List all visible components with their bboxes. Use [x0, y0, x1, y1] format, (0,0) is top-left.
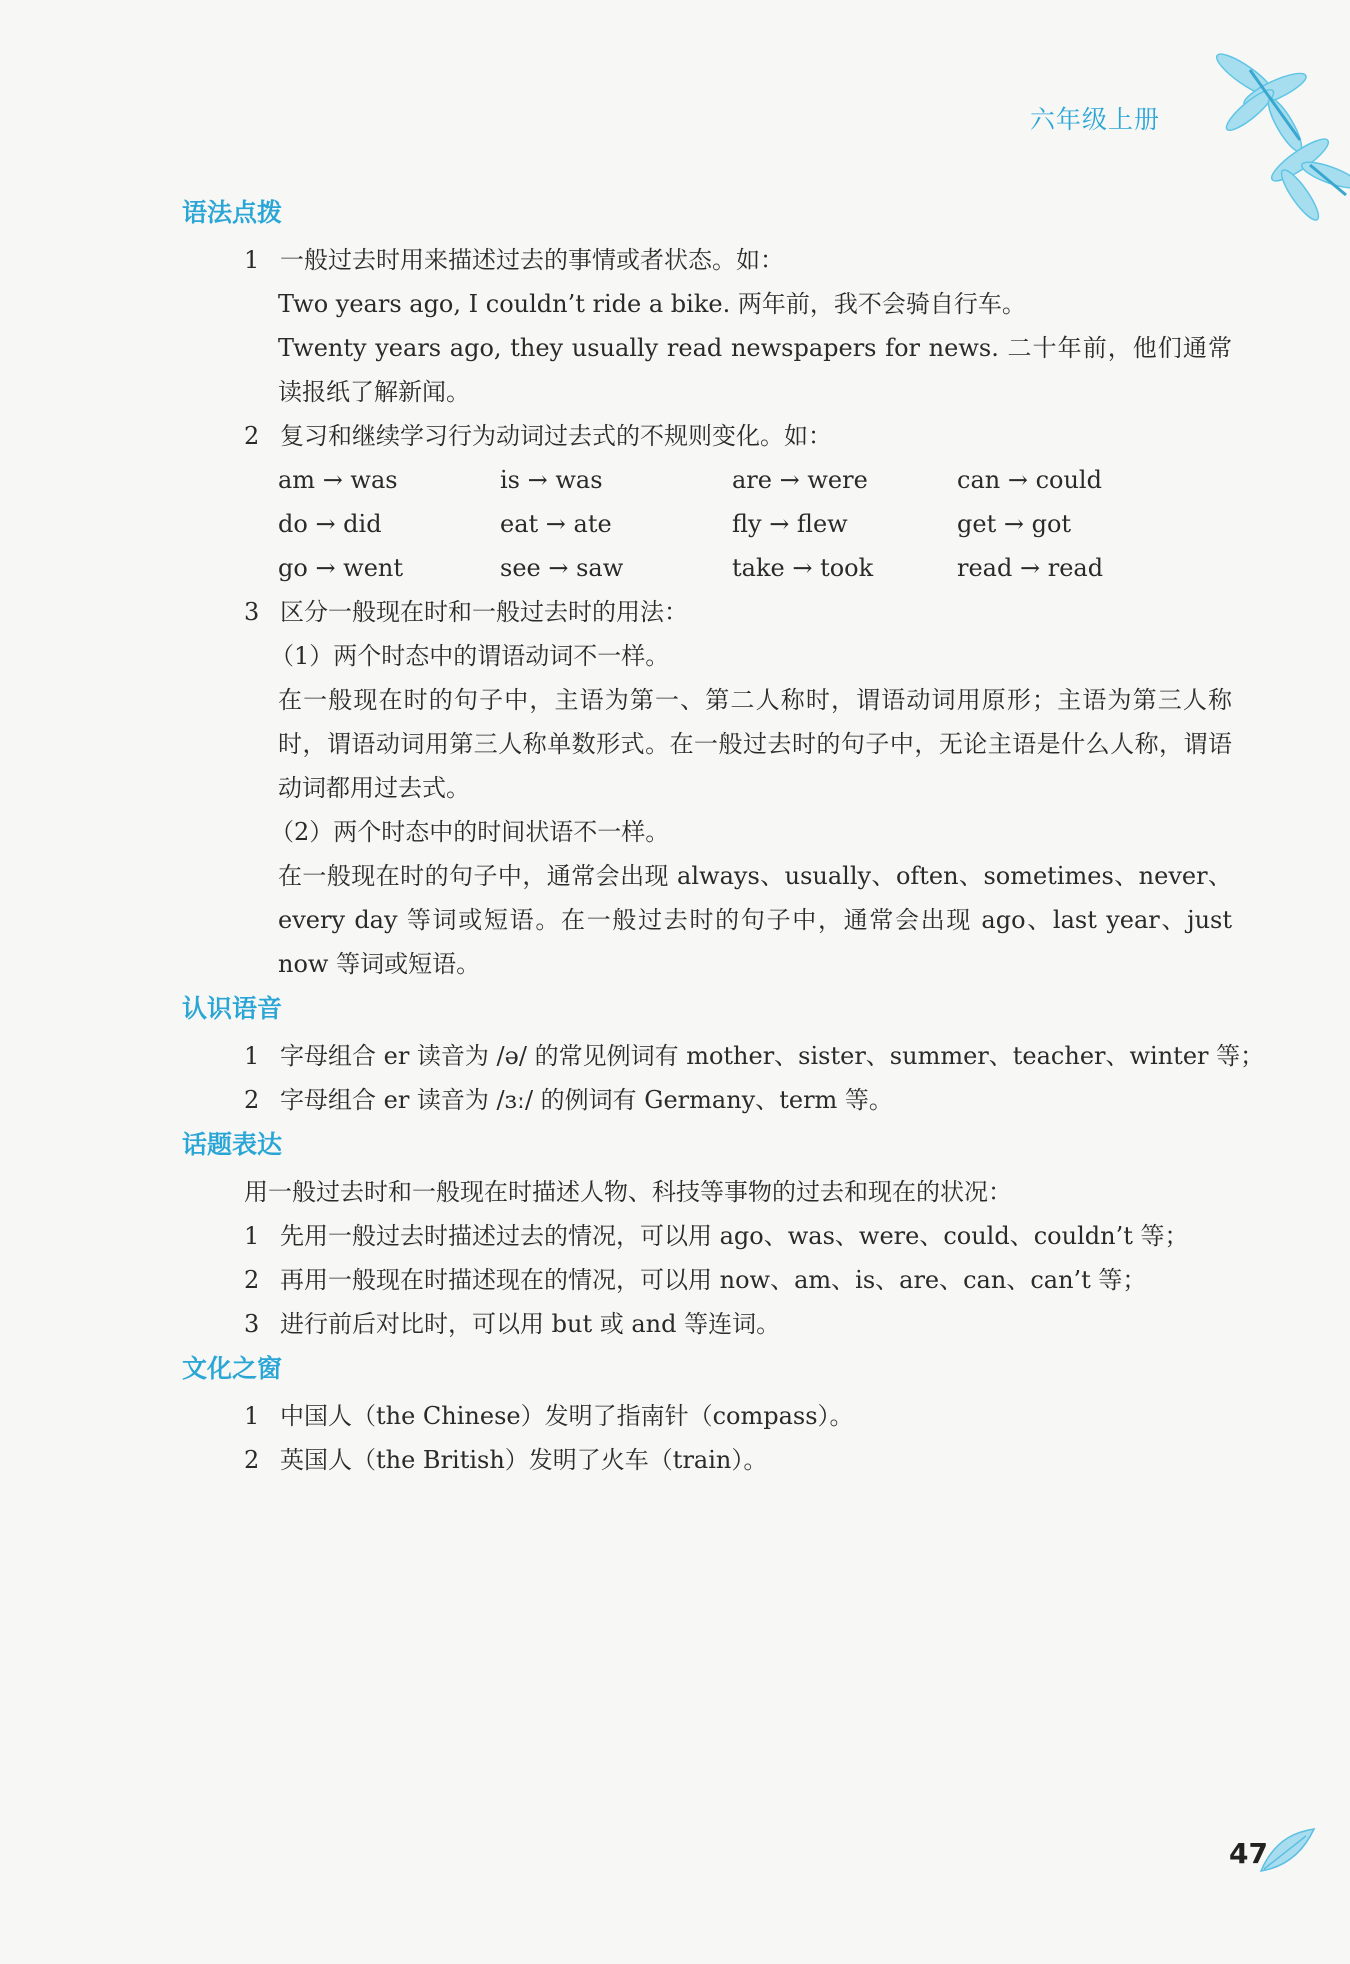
example-sentence-1: Two years ago, I couldn’t ride a bike. 两年前，我不会骑自行车。 — [278, 290, 1026, 318]
verb-pair: is → was — [500, 466, 603, 494]
verb-pair: am → was — [278, 466, 398, 494]
grammar-point-1 — [182, 238, 1242, 282]
verb-pair: eat → ate — [500, 510, 612, 538]
section-title-topic: 话题表达 — [182, 1130, 283, 1159]
subpoint-1-text: 在一般现在时的句子中，主语为第一、第二人称时，谓语动词用原形；主语为第三人称时，谓语动词用第三人称单数形式。在一般过去时的句子中，无论主语是什么人称，谓语动词都用过去式。 — [278, 686, 1232, 802]
grammar-point-2 — [182, 414, 1242, 458]
section-title-grammar: 语法点拨 — [182, 198, 283, 227]
irregular-verb-table — [182, 458, 1242, 590]
topic-item-1 — [182, 1214, 1242, 1258]
section-title-culture: 文化之窗 — [182, 1354, 283, 1383]
section-title-phonics: 认识语音 — [182, 994, 283, 1023]
culture-item-2 — [182, 1438, 1242, 1482]
leaf-decoration-icon — [1256, 1826, 1316, 1876]
item-number: 3 — [244, 1310, 260, 1338]
verb-pair: see → saw — [500, 554, 624, 582]
example-sentence-2: Twenty years ago, they usually read newspapers for news. 二十年前，他们通常读报纸了解新闻。 — [278, 334, 1232, 406]
item-number: 3 — [244, 598, 260, 626]
item-text: 先用一般过去时描述过去的情况，可以用 ago、was、were、could、couldn’t 等； — [280, 1222, 1189, 1250]
verb-pair: do → did — [278, 510, 382, 538]
topic-intro: 用一般过去时和一般现在时描述人物、科技等事物的过去和现在的状况： — [244, 1178, 1012, 1206]
item-text: 中国人（the Chinese）发明了指南针（compass）。 — [280, 1402, 854, 1430]
verb-pair: can → could — [957, 466, 1102, 494]
item-text: 复习和继续学习行为动词过去式的不规则变化。如： — [280, 422, 832, 450]
item-number: 2 — [244, 1266, 260, 1294]
item-number: 2 — [244, 1086, 260, 1114]
item-text: 字母组合 er 读音为 /ə/ 的常见例词有 mother、sister、summer、teacher、winter 等； — [280, 1042, 1265, 1070]
grammar-point-3 — [182, 590, 1242, 634]
verb-pair: go → went — [278, 554, 404, 582]
topic-item-2 — [182, 1258, 1242, 1302]
item-text: 英国人（the British）发明了火车（train）。 — [280, 1446, 768, 1474]
item-text: 进行前后对比时，可以用 but 或 and 等连词。 — [280, 1310, 781, 1338]
item-number: 1 — [244, 246, 260, 274]
item-text: 区分一般现在时和一般过去时的用法： — [280, 598, 688, 626]
item-number: 2 — [244, 422, 260, 450]
verb-pair: fly → flew — [732, 510, 848, 538]
phonics-item-2 — [182, 1078, 1242, 1122]
culture-item-1 — [182, 1394, 1242, 1438]
phonics-item-1 — [182, 1034, 1265, 1078]
item-number: 2 — [244, 1446, 260, 1474]
subpoint-2-text: 在一般现在时的句子中，通常会出现 always、usually、often、sometimes、never、every day 等词或短语。在一般过去时的句子中，通常会出现 ago、last year、just now 等词或短语。 — [278, 862, 1232, 978]
verb-pair: get → got — [957, 510, 1072, 538]
item-text: 一般过去时用来描述过去的事情或者状态。如： — [280, 246, 784, 274]
verb-pair: read → read — [957, 554, 1104, 582]
verb-pair: are → were — [732, 466, 868, 494]
page-number: 47 — [1229, 1837, 1268, 1870]
item-number: 1 — [244, 1042, 260, 1070]
subpoint-2-heading: （2）两个时态中的时间状语不一样。 — [270, 818, 670, 846]
item-number: 1 — [244, 1222, 260, 1250]
item-text: 字母组合 er 读音为 /ɜː/ 的例词有 Germany、term 等。 — [280, 1086, 893, 1114]
topic-item-3 — [182, 1302, 1242, 1346]
subpoint-1-heading: （1）两个时态中的谓语动词不一样。 — [270, 642, 670, 670]
item-number: 1 — [244, 1402, 260, 1430]
book-label: 六年级上册 — [1029, 105, 1160, 134]
content-body — [182, 190, 1265, 1482]
verb-pair: take → took — [732, 554, 874, 582]
item-text: 再用一般现在时描述现在的情况，可以用 now、am、is、are、can、can’t 等； — [280, 1266, 1147, 1294]
